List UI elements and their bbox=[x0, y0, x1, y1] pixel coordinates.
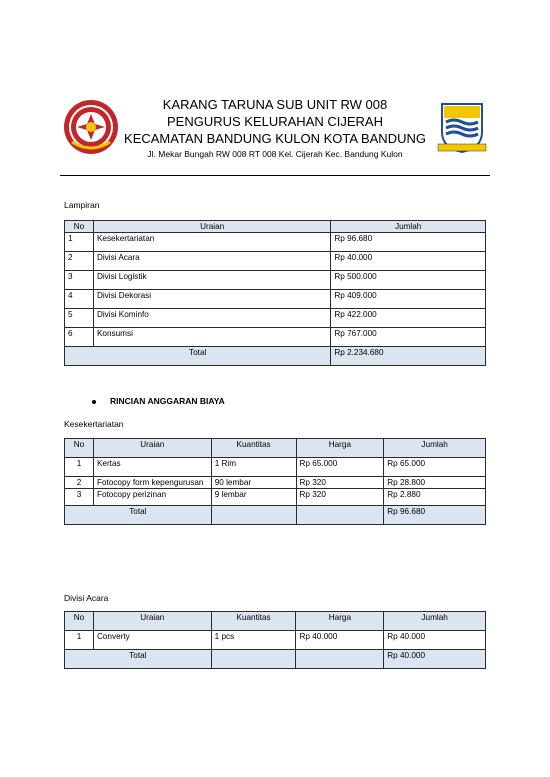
cell-uraian: Divisi Logistik bbox=[93, 271, 330, 290]
table-row bbox=[65, 252, 486, 271]
cell-jumlah: Rp 2.880 bbox=[384, 489, 486, 506]
column-header: Uraian bbox=[93, 221, 330, 233]
cell-jumlah: Rp 422.000 bbox=[331, 309, 486, 328]
cell-no: 4 bbox=[65, 290, 94, 309]
cell-no: 1 bbox=[65, 233, 94, 252]
acara-label: Divisi Acara bbox=[64, 593, 109, 603]
cell-jumlah: Rp 767.000 bbox=[331, 328, 486, 347]
column-header: Uraian bbox=[93, 612, 211, 631]
total-row bbox=[65, 347, 486, 366]
cell-no: 5 bbox=[65, 309, 94, 328]
rincian-heading bbox=[92, 396, 225, 406]
cell-jumlah: Rp 500.000 bbox=[331, 271, 486, 290]
total-row bbox=[65, 506, 486, 525]
cell-uraian: Kertas bbox=[93, 458, 211, 477]
table-header-row bbox=[65, 439, 486, 458]
cell-kuantitas: 1 pcs bbox=[211, 631, 296, 650]
table-row bbox=[65, 309, 486, 328]
cell-jumlah: Rp 96.680 bbox=[331, 233, 486, 252]
column-header: Jumlah bbox=[384, 612, 486, 631]
cell-jumlah: Rp 65.000 bbox=[384, 458, 486, 477]
column-header: Kuantitas bbox=[211, 439, 296, 458]
cell-kuantitas: 90 lembar bbox=[211, 477, 296, 489]
column-header: No bbox=[65, 439, 94, 458]
kesekertariatan-table bbox=[64, 438, 486, 525]
cell-harga: Rp 65.000 bbox=[296, 458, 384, 477]
total-value: Rp 40.000 bbox=[384, 650, 486, 669]
cell-no: 3 bbox=[65, 271, 94, 290]
table-row bbox=[65, 477, 486, 489]
total-empty bbox=[211, 650, 296, 669]
table-row bbox=[65, 489, 486, 506]
cell-jumlah: Rp 28.800 bbox=[384, 477, 486, 489]
total-value: Rp 2.234.680 bbox=[331, 347, 486, 366]
cell-kuantitas: 1 Rim bbox=[211, 458, 296, 477]
org-name: KARANG TARUNA SUB UNIT RW 008 bbox=[162, 97, 388, 112]
cell-uraian: Converty bbox=[93, 631, 211, 650]
table-header-row bbox=[65, 221, 486, 233]
letterhead bbox=[0, 96, 550, 160]
cell-no: 2 bbox=[65, 252, 94, 271]
cell-no: 2 bbox=[65, 477, 94, 489]
cell-no: 1 bbox=[65, 631, 94, 650]
total-value: Rp 96.680 bbox=[384, 506, 486, 525]
cell-harga: Rp 320 bbox=[296, 477, 384, 489]
lampiran-label: Lampiran bbox=[64, 200, 100, 210]
total-label: Total bbox=[65, 506, 212, 525]
bullet-icon bbox=[92, 400, 96, 404]
column-header: Jumlah bbox=[384, 439, 486, 458]
org-kecamatan: KECAMATAN BANDUNG KULON KOTA BANDUNG bbox=[124, 131, 426, 146]
lampiran-table bbox=[64, 220, 486, 366]
table-row bbox=[65, 271, 486, 290]
org-kelurahan: PENGURUS KELURAHAN CIJERAH bbox=[167, 114, 383, 129]
cell-jumlah: Rp 40.000 bbox=[384, 631, 486, 650]
cell-uraian: Fotocopy form kepengurusan bbox=[93, 477, 211, 489]
total-empty bbox=[296, 506, 384, 525]
cell-uraian: Fotocopy perizinan bbox=[93, 489, 211, 506]
cell-uraian: Konsumsi bbox=[93, 328, 330, 347]
cell-harga: Rp 320 bbox=[296, 489, 384, 506]
kesekertariatan-label: Kesekertariatan bbox=[64, 419, 124, 429]
total-row bbox=[65, 650, 486, 669]
cell-harga: Rp 40.000 bbox=[296, 631, 384, 650]
cell-no: 3 bbox=[65, 489, 94, 506]
rincian-heading-text: RINCIAN ANGGARAN BIAYA bbox=[110, 396, 225, 406]
cell-jumlah: Rp 409.000 bbox=[331, 290, 486, 309]
column-header: Kuantitas bbox=[211, 612, 296, 631]
table-row bbox=[65, 458, 486, 477]
total-empty bbox=[211, 506, 296, 525]
table-row bbox=[65, 290, 486, 309]
table-row bbox=[65, 631, 486, 650]
table-header-row bbox=[65, 612, 486, 631]
cell-uraian: Divisi Kominfo bbox=[93, 309, 330, 328]
column-header: Uraian bbox=[93, 439, 211, 458]
table-row bbox=[65, 328, 486, 347]
table-row bbox=[65, 233, 486, 252]
org-address: Jl. Mekar Bungah RW 008 RT 008 Kel. Cijerah Kec. Bandung Kulon bbox=[147, 149, 403, 159]
total-label: Total bbox=[65, 650, 212, 669]
cell-kuantitas: 9 lembar bbox=[211, 489, 296, 506]
cell-no: 1 bbox=[65, 458, 94, 477]
total-label: Total bbox=[65, 347, 331, 366]
header-divider bbox=[60, 175, 490, 176]
cell-uraian: Kesekertariatan bbox=[93, 233, 330, 252]
column-header: Harga bbox=[296, 612, 384, 631]
cell-no: 6 bbox=[65, 328, 94, 347]
cell-jumlah: Rp 40.000 bbox=[331, 252, 486, 271]
cell-uraian: Divisi Acara bbox=[93, 252, 330, 271]
column-header: No bbox=[65, 221, 94, 233]
column-header: Harga bbox=[296, 439, 384, 458]
acara-table bbox=[64, 611, 486, 669]
column-header: No bbox=[65, 612, 94, 631]
column-header: Jumlah bbox=[331, 221, 486, 233]
total-empty bbox=[296, 650, 384, 669]
cell-uraian: Divisi Dekorasi bbox=[93, 290, 330, 309]
